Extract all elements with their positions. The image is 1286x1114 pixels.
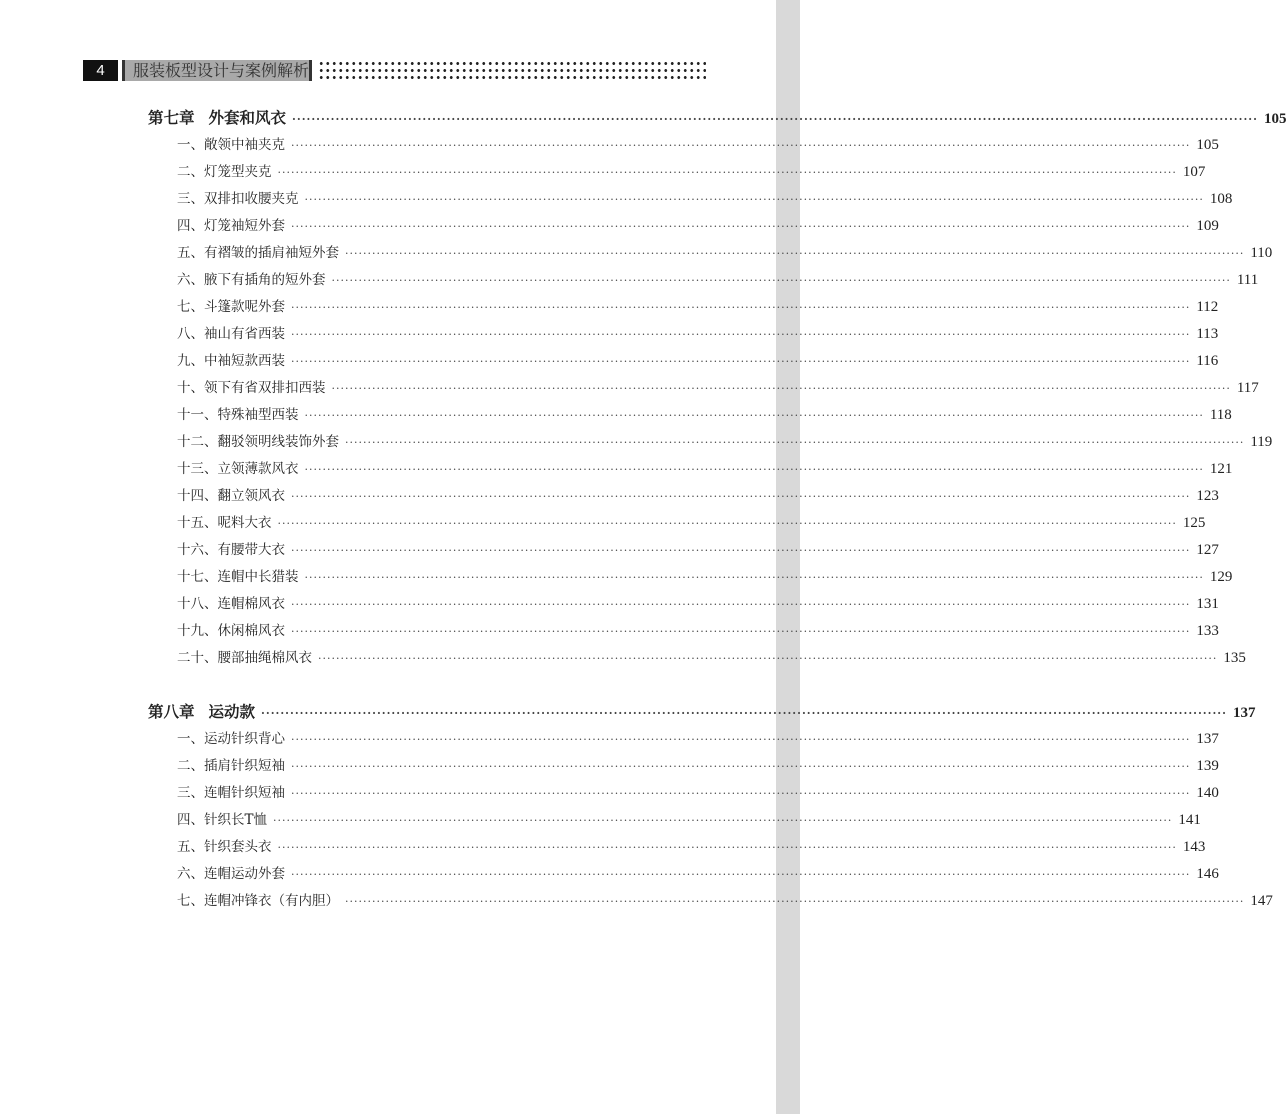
dot-leader: ········································································································································································································ [292,113,1258,126]
dot-leader: ········································································································································································································ [277,517,1177,530]
toc-entry[interactable] [177,349,1219,369]
entry-page: 112 [1196,299,1219,315]
entry-page: 110 [1250,245,1273,261]
dot-leader: ········································································································································································································ [304,193,1204,206]
dot-leader: ········································································································································································································ [331,382,1231,395]
entry-page: 121 [1209,461,1233,477]
entry-title: 十二、翻驳领明线装饰外套 [177,434,339,450]
entry-title: 十一、特殊袖型西装 [177,407,299,423]
entry-title: 八、袖山有省西装 [177,326,285,342]
entry-page: 108 [1209,191,1233,207]
entry-title: 四、灯笼袖短外套 [177,218,285,234]
entry-page: 133 [1196,623,1219,639]
entry-page: 123 [1196,488,1219,504]
chapter-number: 第八章 [148,702,195,721]
toc-entry[interactable] [177,619,1219,639]
dot-leader: ········································································································································································································ [291,220,1191,233]
chapter-page: 137 [1232,705,1256,721]
entry-title: 一、运动针织背心 [177,731,285,747]
dot-leader: ········································································································································································································ [291,139,1191,152]
dot-leader: ········································································································································································································ [261,707,1227,720]
toc-entry[interactable] [177,430,1273,450]
dot-leader: ········································································································································································································ [304,409,1204,422]
toc-entry[interactable] [177,322,1219,342]
toc-entry[interactable] [177,592,1219,612]
toc-entry[interactable] [177,781,1219,801]
dot-leader: ········································································································································································································ [345,247,1245,260]
entry-page: 143 [1182,839,1206,855]
entry-page: 141 [1178,812,1201,828]
book-title: 服装板型设计与案例解析 [122,60,312,81]
entry-title: 九、中袖短款西装 [177,353,285,369]
toc-entry[interactable] [177,889,1273,909]
chapter-label [148,700,255,722]
entry-title: 六、腋下有插角的短外套 [177,272,326,288]
dot-leader: ········································································································································································································ [291,301,1191,314]
entry-page: 137 [1196,731,1219,747]
entry-title: 三、双排扣收腰夹克 [177,191,299,207]
entry-title: 六、连帽运动外套 [177,866,285,882]
entry-title: 十六、有腰带大衣 [177,542,285,558]
toc-entry[interactable] [177,862,1219,882]
dot-leader: ········································································································································································································ [331,274,1231,287]
entry-title: 五、针织套头衣 [177,839,272,855]
toc-entry[interactable] [177,538,1219,558]
entry-title: 七、斗篷款呢外套 [177,299,285,315]
toc-entry[interactable] [177,403,1232,423]
dot-leader: ········································································································································································································ [291,598,1191,611]
toc-entry[interactable] [177,295,1219,315]
dot-leader: ········································································································································································································ [291,787,1191,800]
entry-page: 131 [1196,596,1219,612]
dot-leader: ········································································································································································································ [345,895,1245,908]
toc-entry[interactable] [177,457,1233,477]
toc-entry[interactable] [177,565,1233,585]
chapter-number: 第七章 [148,108,195,127]
entry-title: 七、连帽冲锋衣（有内胆） [177,893,339,909]
entry-title: 十四、翻立领风衣 [177,488,285,504]
dot-leader: ········································································································································································································ [291,760,1191,773]
dot-leader: ········································································································································································································ [291,868,1191,881]
entry-page: 119 [1250,434,1273,450]
chapter-title: 运动款 [208,702,256,721]
toc-chapter[interactable] [148,106,1286,127]
entry-page: 147 [1250,893,1273,909]
dot-leader: ········································································································································································································ [345,436,1245,449]
entry-page: 127 [1196,542,1219,558]
header-dot-pattern [318,60,706,81]
entry-title: 一、敞领中袖夹克 [177,137,285,153]
entry-title: 五、有褶皱的插肩袖短外套 [177,245,339,261]
toc-entry[interactable] [177,808,1201,828]
dot-leader: ········································································································································································································ [318,652,1218,665]
page-number: 4 [83,60,118,81]
dot-leader: ········································································································································································································ [304,463,1204,476]
chapter-label [148,106,286,128]
entry-page: 107 [1182,164,1206,180]
entry-page: 135 [1223,650,1246,666]
toc-entry[interactable] [177,133,1219,153]
toc-entry[interactable] [177,484,1219,504]
entry-title: 十三、立领薄款风衣 [177,461,299,477]
toc-entry[interactable] [177,511,1206,531]
toc-chapter[interactable] [148,700,1256,721]
dot-leader: ········································································································································································································ [291,625,1191,638]
chapter-page: 105 [1263,111,1286,127]
entry-title: 三、连帽针织短袖 [177,785,285,801]
toc-entry[interactable] [177,646,1246,666]
dot-leader: ········································································································································································································ [291,733,1191,746]
dot-leader: ········································································································································································································ [277,166,1177,179]
entry-page: 116 [1196,353,1219,369]
toc-entry[interactable] [177,268,1259,288]
entry-page: 125 [1182,515,1206,531]
entry-title: 二、灯笼型夹克 [177,164,272,180]
toc-entry[interactable] [177,214,1219,234]
entry-page: 117 [1236,380,1259,396]
entry-page: 146 [1196,866,1219,882]
toc-entry[interactable] [177,727,1219,747]
toc-entry[interactable] [177,187,1233,207]
dot-leader: ········································································································································································································ [273,814,1173,827]
entry-page: 109 [1196,218,1219,234]
toc-entry[interactable] [177,835,1206,855]
dot-leader: ········································································································································································································ [291,355,1191,368]
dot-leader: ········································································································································································································ [277,841,1177,854]
entry-page: 105 [1196,137,1219,153]
entry-title: 十九、休闲棉风衣 [177,623,285,639]
entry-title: 十八、连帽棉风衣 [177,596,285,612]
entry-title: 十、领下有省双排扣西装 [177,380,326,396]
entry-page: 118 [1209,407,1232,423]
entry-title: 四、针织长T恤 [177,812,268,828]
toc-entry[interactable] [177,160,1206,180]
entry-page: 140 [1196,785,1219,801]
entry-page: 111 [1236,272,1259,288]
toc-entry[interactable] [177,241,1273,261]
chapter-title: 外套和风衣 [208,108,287,127]
dot-leader: ········································································································································································································ [291,328,1191,341]
entry-title: 十五、呢料大衣 [177,515,272,531]
dot-leader: ········································································································································································································ [304,571,1204,584]
toc-entry[interactable] [177,376,1259,396]
dot-leader: ········································································································································································································ [291,490,1191,503]
entry-title: 二十、腰部抽绳棉风衣 [177,650,312,666]
entry-title: 十七、连帽中长猎装 [177,569,299,585]
toc-entry[interactable] [177,754,1219,774]
entry-page: 129 [1209,569,1233,585]
entry-page: 139 [1196,758,1219,774]
entry-page: 113 [1196,326,1219,342]
dot-leader: ········································································································································································································ [291,544,1191,557]
entry-title: 二、插肩针织短袖 [177,758,285,774]
